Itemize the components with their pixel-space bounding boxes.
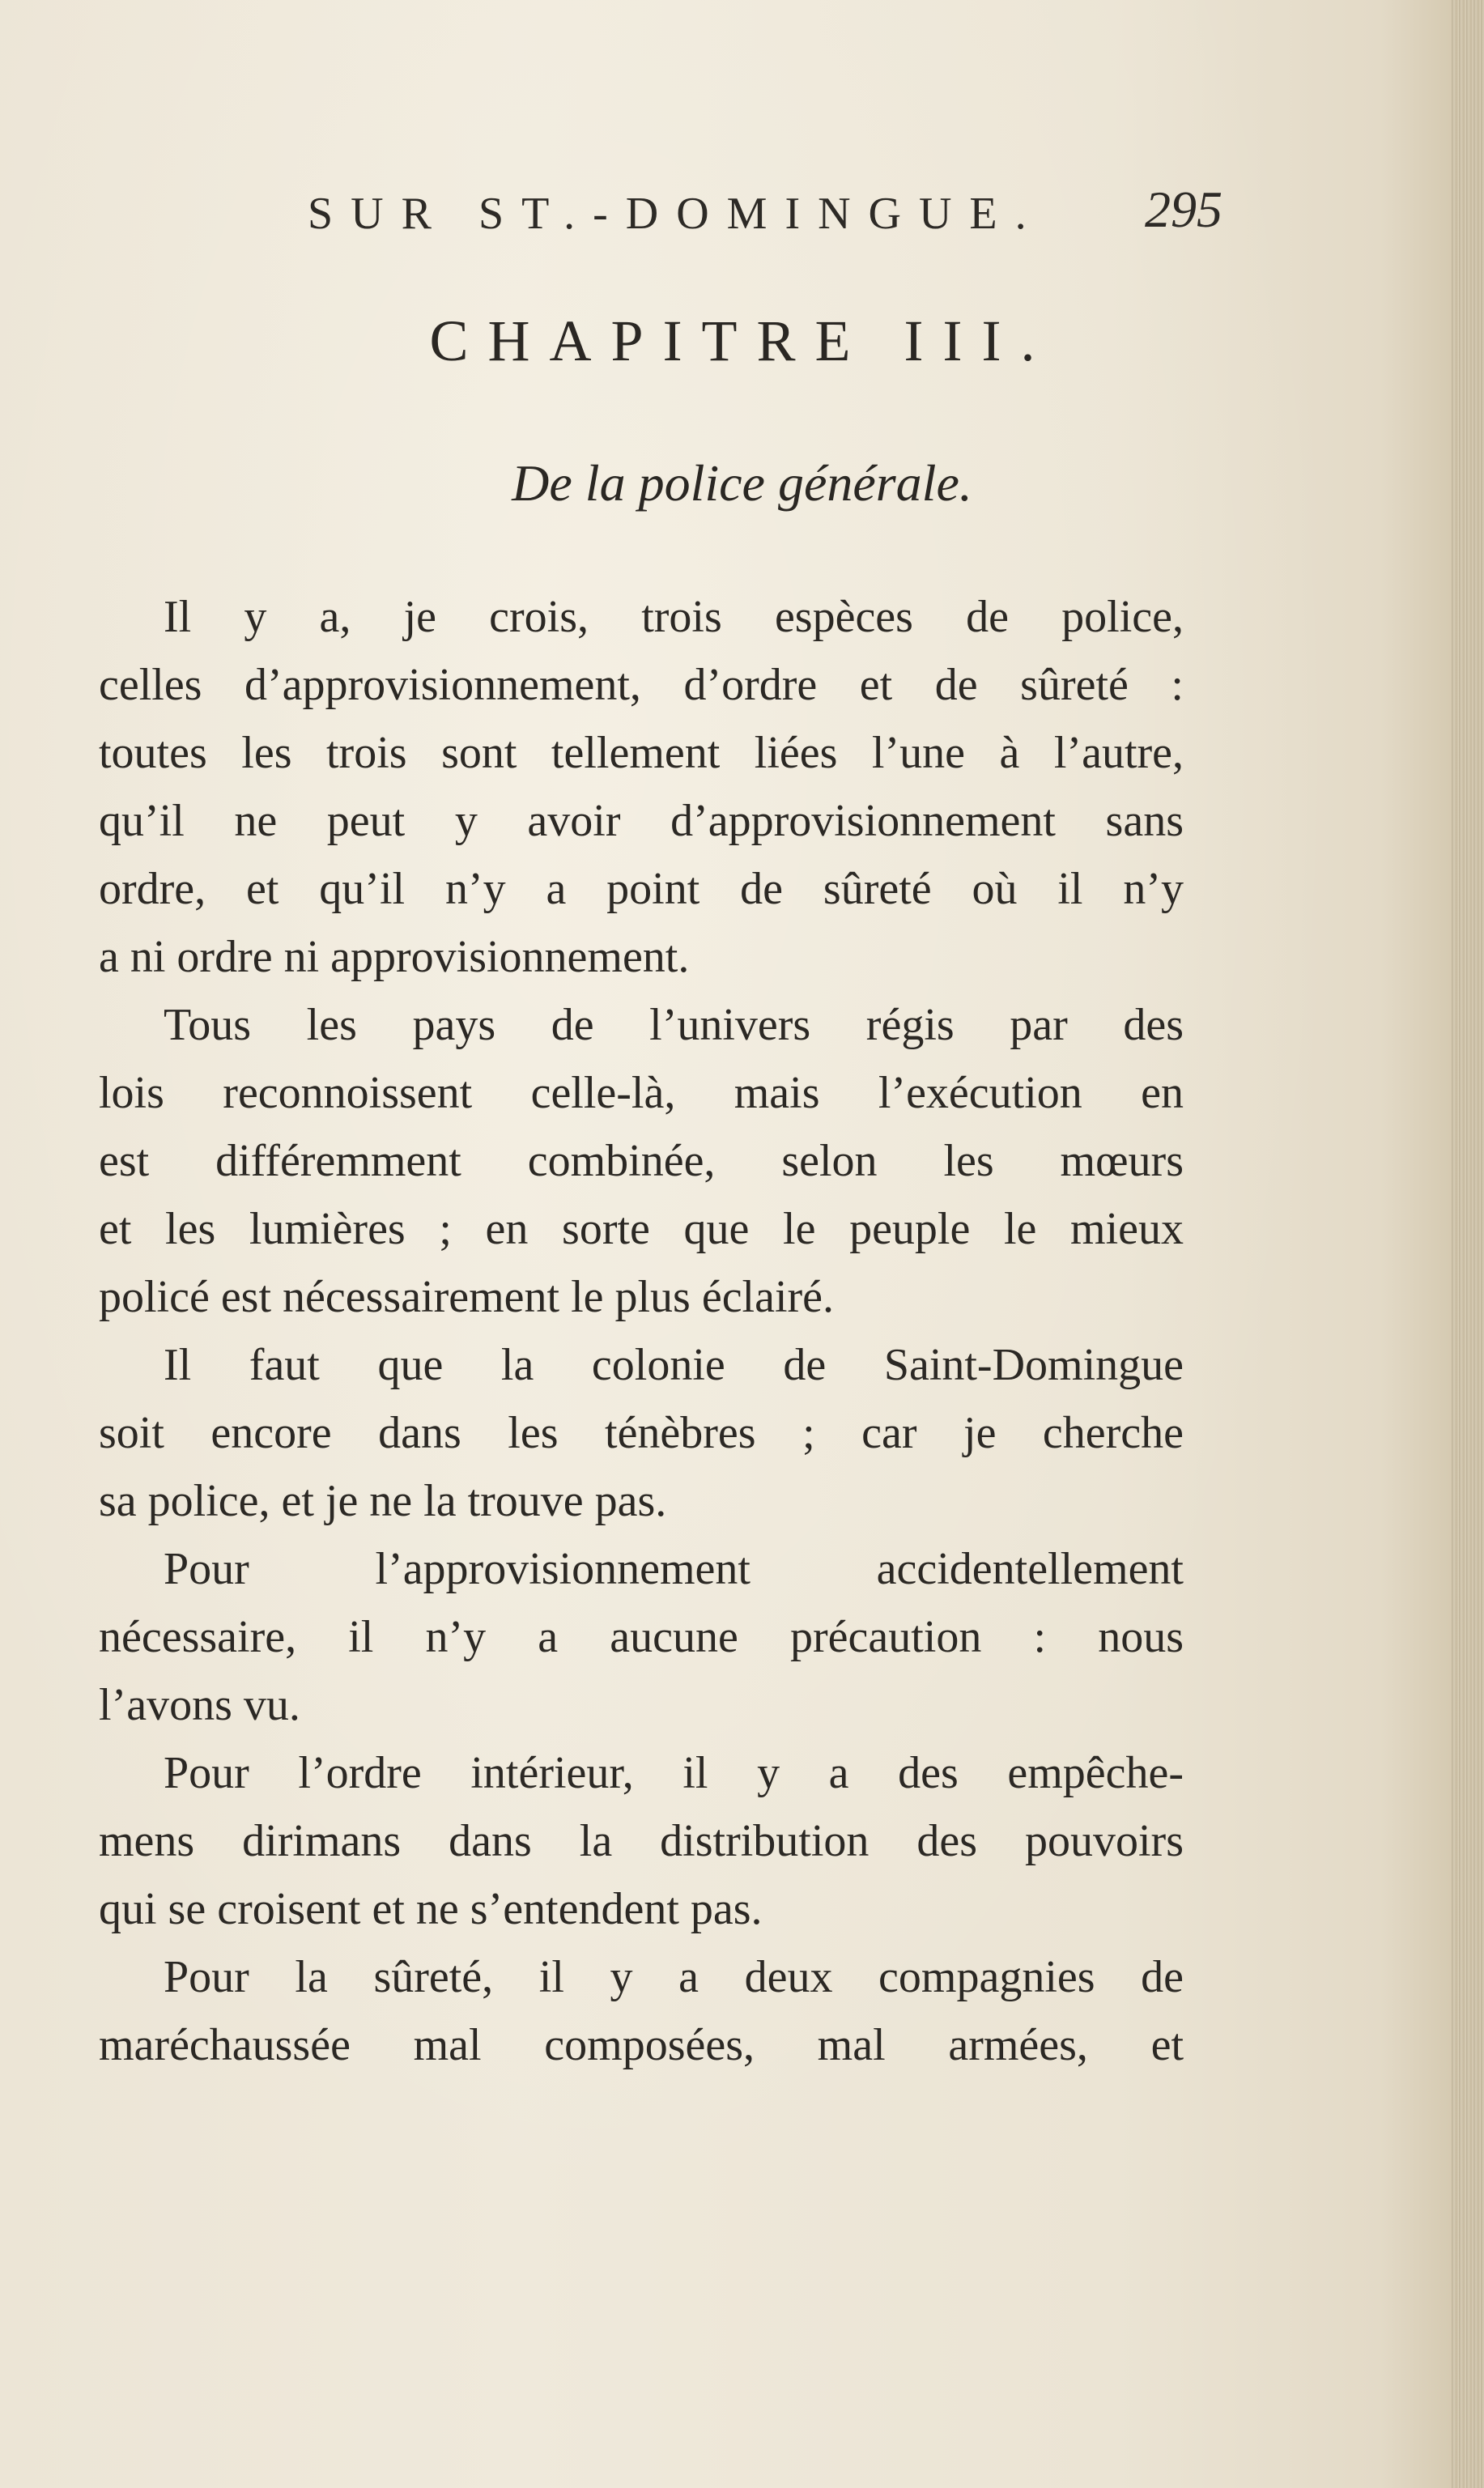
text-line: Il faut que la colonie de Saint-Domingue <box>164 1340 1184 1390</box>
page-header <box>259 180 1222 253</box>
text-line: maréchaussée mal composées, mal armées, et <box>99 2020 1184 2070</box>
text-line: est différemment combinée, selon les mœurs <box>99 1136 1184 1186</box>
text-line: qu’il ne peut y avoir d’approvisionnement sans <box>99 796 1184 846</box>
page-number: 295 <box>1145 181 1222 238</box>
text-line: Tous les pays de l’univers régis par des <box>164 1000 1184 1050</box>
text-line: policé est nécessairement le plus éclairé. <box>99 1272 835 1322</box>
text-line: Il y a, je crois, trois espèces de police, <box>164 592 1184 642</box>
body-text <box>99 583 1184 2079</box>
text-line: celles d’approvisionnement, d’ordre et de sûreté : <box>99 660 1184 710</box>
text-line: soit encore dans les ténèbres ; car je cherche <box>99 1408 1184 1458</box>
text-line: l’avons vu. <box>99 1680 300 1730</box>
section-title: De la police générale. <box>512 454 972 512</box>
running-title: SUR ST.-DOMINGUE. <box>308 189 1044 239</box>
text-line: a ni ordre ni approvisionnement. <box>99 932 690 982</box>
text-line: lois reconnoissent celle-là, mais l’exécution en <box>99 1068 1184 1118</box>
text-line: toutes les trois sont tellement liées l’une à l’autre, <box>99 728 1184 778</box>
chapter-title: CHAPITRE III. <box>429 308 1055 373</box>
text-line: et les lumières ; en sorte que le peuple le mieux <box>99 1204 1184 1254</box>
text-line: Pour l’approvisionnement accidentellement <box>164 1544 1184 1594</box>
text-line: ordre, et qu’il n’y a point de sûreté où il n’y <box>99 864 1184 914</box>
text-line: Pour la sûreté, il y a deux compagnies de <box>164 1952 1184 2002</box>
text-line: Pour l’ordre intérieur, il y a des empêche- <box>164 1748 1184 1798</box>
text-line: qui se croisent et ne s’entendent pas. <box>99 1884 763 1934</box>
text-line: sa police, et je ne la trouve pas. <box>99 1476 667 1526</box>
text-line: nécessaire, il n’y a aucune précaution : nous <box>99 1612 1184 1662</box>
text-line: mens dirimans dans la distribution des pouvoirs <box>99 1816 1184 1866</box>
